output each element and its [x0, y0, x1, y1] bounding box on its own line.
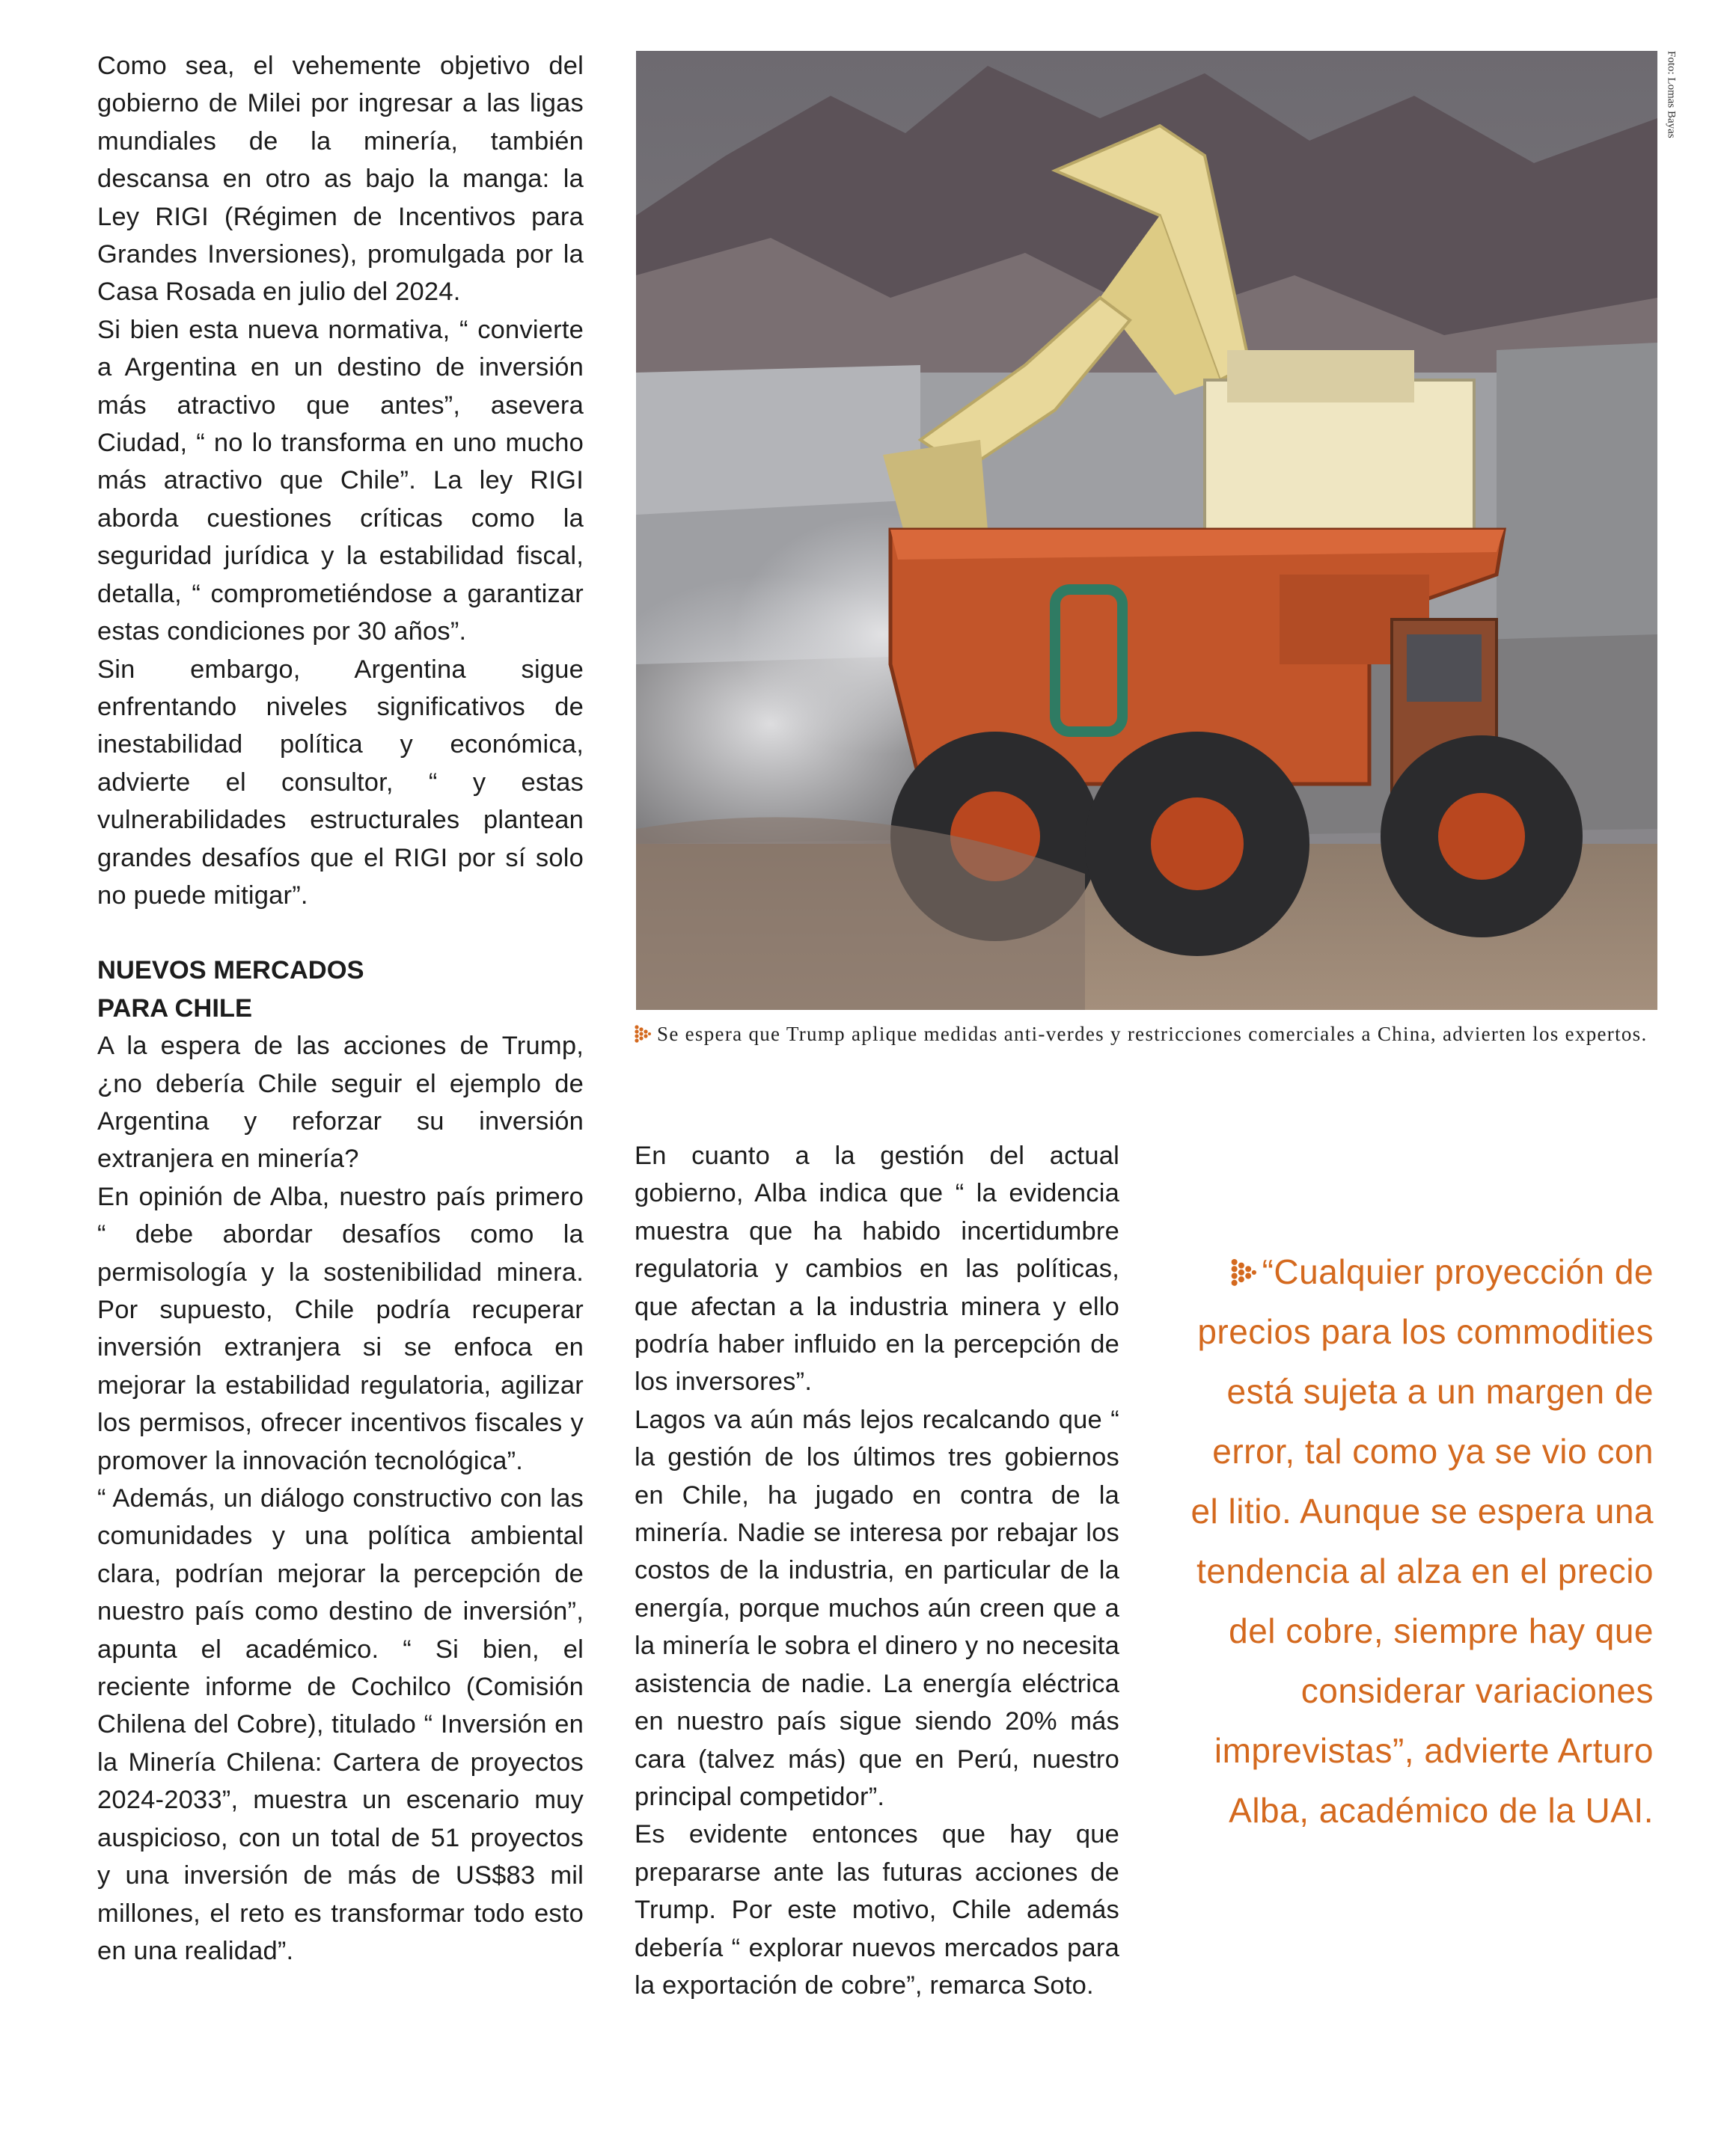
middle-column — [635, 1137, 1119, 2004]
pull-quote-text: “Cualquier proyección de precios para los commodities está sujeta a un margen de error, tal como ya se vio con el litio. Aunque se espera una tendencia al alza en el precio del cobre, siempre hay que considerar variaciones imprevistas”, advierte Arturo Alba, académico de la UAI. — [1190, 1252, 1654, 1830]
body-paragraph: Sin embargo, Argentina sigue enfrentando niveles significativos de inestabilidad política y económica, advierte el consultor, “ y estas vulnerabilidades estructurales plantean grandes desafíos que el RIGI por sí solo no puede mitigar”. — [97, 655, 584, 910]
body-paragraph: Como sea, el vehemente objetivo del gobierno de Milei por ingresar a las ligas mundiales de la minería, también descansa en otro as bajo la manga: la Ley RIGI (Régimen de Incentivos para Grandes Inversiones), promulgada por la Casa Rosada en julio del 2024. — [97, 52, 584, 307]
photo-credit — [1660, 51, 1682, 200]
photo-illustration — [636, 51, 1657, 1010]
caption-text: Se espera que Trump aplique medidas anti-verdes y restricciones comerciales a China, advierten los expertos. — [657, 1023, 1648, 1045]
section-heading-line-2: PARA CHILE — [97, 993, 252, 1023]
photo-caption — [635, 1019, 1658, 1049]
section-heading-line-1: NUEVOS MERCADOS — [97, 956, 364, 985]
photo-credit-text: Foto: Lomas Bayas — [1665, 51, 1678, 138]
body-paragraph: A la espera de las acciones de Trump, ¿no debería Chile seguir el ejemplo de Argentina y reforzar su inversión extranjera en minería? — [97, 1032, 584, 1174]
mining-truck-photo — [636, 51, 1657, 1010]
pull-quote — [1190, 1242, 1654, 1840]
body-paragraph: En cuanto a la gestión del actual gobierno, Alba indica que “ la evidencia muestra que ha habido incertidumbre regulatoria y cambios en las políticas, que afectan a la industria minera y ello podría haber influido en la percepción de los inversores”. — [635, 1142, 1119, 1397]
body-paragraph: “ Además, un diálogo constructivo con las comunidades y una política ambiental clara, podrían mejorar la percepción de nuestro país como destino de inversión”, apunta el académico. “ Si bien, el reciente informe de Cochilco (Comisión Chilena del Cobre), titulado “ Inversión en la Minería Chilena: Cartera de proyectos 2024-2033”, muestra un escenario muy auspicioso, con un total de 51 proyectos y una inversión de más de US$83 mil millones, el reto es transformar todo esto en una realidad”. — [97, 1484, 584, 1965]
dot-arrow-icon — [1231, 1258, 1256, 1291]
body-paragraph: Si bien esta nueva normativa, “ convierte a Argentina en un destino de inversión más atractivo que antes”, asevera Ciudad, “ no lo transforma en uno mucho más atractivo que Chile”. La ley RIGI aborda cuestiones críticas como la seguridad jurídica y la estabilidad fiscal, detalla, “ comprometiéndose a garantizar estas condiciones por 30 años”. — [97, 315, 584, 646]
body-paragraph: En opinión de Alba, nuestro país primero “ debe abordar desafíos como la permisología y la sostenibilidad minera. Por supuesto, Chile podría recuperar inversión extranjera si se enfoca en mejorar la estabilidad regulatoria, agilizar los permisos, ofrecer incentivos fiscales y promover la innovación tecnológica”. — [97, 1182, 584, 1475]
body-paragraph: Es evidente entonces que hay que prepararse ante las futuras acciones de Trump. Por este motivo, Chile además debería “ explorar nuevos mercados para la exportación de cobre”, remarca Soto. — [635, 1820, 1119, 2000]
left-column — [97, 47, 584, 1970]
body-paragraph: Lagos va aún más lejos recalcando que “ la gestión de los últimos tres gobiernos en Chile, ha jugado en contra de la minería. Nadie se interesa por rebajar los costos de la industria, en particular de la energía, porque muchos aún creen que a la minería le sobra el dinero y no necesita asistencia de nadie. La energía eléctrica en nuestro país sigue siendo 20% más cara (talvez más) que en Perú, nuestro principal competidor”. — [635, 1405, 1119, 1811]
dot-arrow-icon — [635, 1025, 651, 1046]
